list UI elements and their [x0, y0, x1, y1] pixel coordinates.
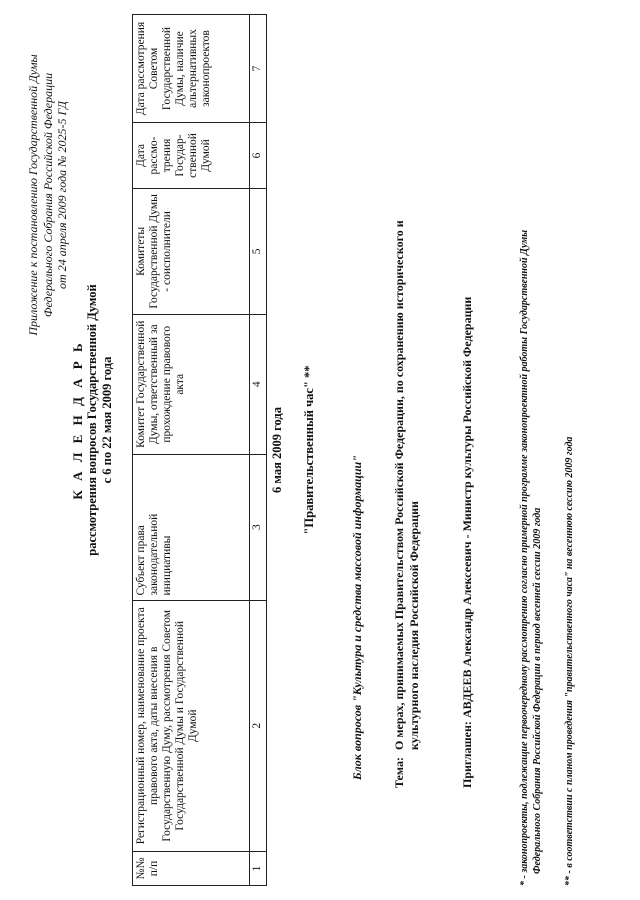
header-cell-duma-date: Дата рассмо-трения Государ-ственной Думой	[133, 123, 250, 189]
theme-section	[392, 68, 421, 788]
title-period: с 6 по 22 мая 2009 года	[100, 356, 114, 484]
title-calendar: К А Л Е Н Д А Р Ь	[70, 340, 85, 500]
invited-text: АВДЕЕВ Александр Алексеевич - Министр культуры Российской Федерации	[460, 296, 474, 718]
theme-text-line-2: культурного наследия Российской Федерации	[406, 501, 421, 750]
invited-label: Приглашен:	[460, 721, 474, 788]
theme-label: Тема:	[392, 757, 406, 788]
document-title	[70, 210, 115, 630]
column-number: 5	[250, 188, 267, 314]
session-date: 6 мая 2009 года	[270, 407, 284, 493]
header-cell-committee: Комитет Государственной Думы, ответственный за прохождение правового акта	[133, 314, 250, 454]
table-number-row	[250, 15, 267, 886]
appendix-note	[26, 30, 70, 360]
appendix-line-2: Федерального Собрания Российской Федерации	[40, 72, 55, 318]
column-number: 2	[250, 600, 267, 852]
footnote-2: ** - в соответствии с планом проведения "правительственного часа" на весеннюю сессию 2009 года	[564, 436, 575, 886]
footnote-1-line-1: * - законопроекты, подлежащие первоочередному рассмотрению согласно примерной программе законопроектной работы Государственной Думы	[519, 229, 530, 886]
column-number: 4	[250, 314, 267, 454]
header-cell-num: №№ п/п	[133, 852, 250, 886]
table-header-row	[133, 15, 250, 886]
calendar-table	[132, 14, 267, 886]
government-hour-heading: "Правительственный час" **	[302, 365, 316, 535]
appendix-line-3: от 24 апреля 2009 года № 2025-5 ГД	[55, 101, 69, 289]
invited-section	[460, 68, 475, 788]
title-subject: рассмотрения вопросов Государственной Думой	[85, 284, 99, 556]
header-cell-council-date: Дата рассмотрения Советом Государственной Думы, наличие альтернативных законопроектов	[133, 15, 250, 123]
footnote-1-line-2: Федерального Собрания Российской Федерации в период весенней сессии 2009 года	[532, 507, 543, 874]
footnote-1	[518, 106, 544, 886]
header-cell-reg-number: Регистрационный номер, наименование проекта правового акта, даты внесения в Государственную Думу, рассмотрения Советом Государственной Думы и Государственной Думой	[133, 600, 250, 852]
appendix-line-1: Приложение к постановлению Государственной Думы	[26, 54, 40, 336]
header-cell-subject: Субъект права законодательной инициативы	[133, 454, 250, 600]
header-cell-co-committees: Комитеты Государственной Думы - соисполнители	[133, 188, 250, 314]
column-number: 3	[250, 454, 267, 600]
column-number: 7	[250, 15, 267, 123]
question-block: Блок вопросов "Культура и средства массовой информации"	[350, 455, 364, 780]
column-number: 1	[250, 852, 267, 886]
theme-text-line-1: О мерах, принимаемых Правительством Российской Федерации, по сохранению исторического и	[392, 220, 406, 750]
column-number: 6	[250, 123, 267, 189]
